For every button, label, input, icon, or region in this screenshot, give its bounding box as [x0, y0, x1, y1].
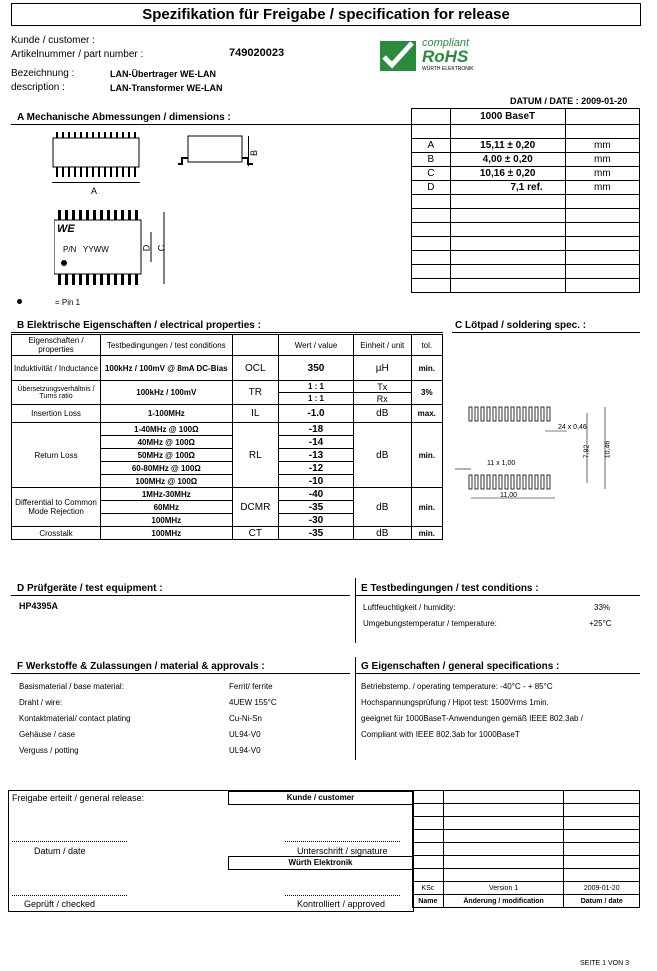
divider-g: [355, 673, 640, 674]
table-row: Crosstalk 100MHz CT -35 dB min.: [12, 527, 443, 540]
table-row: B 4,00 ± 0,20 mm: [412, 153, 640, 167]
table-row: 50MHz @ 100Ω -13: [12, 449, 443, 462]
date-label: DATUM / DATE : 2009-01-20: [510, 96, 628, 106]
spec-line: geeignet für 1000BaseT-Anwendungen gemäß IEEE 802.3ab /: [361, 714, 583, 723]
equipment-value: HP4395A: [19, 601, 59, 611]
table-row: Differential to Common Mode Rejection 1MHz-30MHz DCMR -40 dB min.: [12, 488, 443, 501]
pad-dim-1: 24 x 0,46: [558, 424, 587, 431]
customer-label: Kunde / customer :: [11, 35, 95, 46]
signature-label: Unterschrift / signature: [297, 846, 388, 856]
table-row: Übersetzungsverhältnis / Turns ratio 100kHz / 100mV TR 1 : 1 Tx 3%: [12, 381, 443, 393]
approved-label: Kontrolliert / approved: [297, 899, 386, 909]
table-row: 60-80MHz @ 100Ω -12: [12, 462, 443, 475]
table-row: D 7,1 ref. mm: [412, 181, 640, 195]
page-title: Spezifikation für Freigabe / specification for release: [142, 6, 510, 23]
release-label: Freigabe erteilt / general release:: [12, 793, 145, 803]
title-box: [11, 3, 641, 26]
package-front-view: [52, 132, 142, 178]
section-e-title: E Testbedingungen / test conditions :: [361, 583, 539, 594]
table-row: 40MHz @ 100Ω -14: [12, 436, 443, 449]
dimension-table: [411, 108, 640, 293]
divider-a: [11, 124, 411, 125]
material-value: 4UEW 155°C: [229, 698, 277, 707]
pad-dim-4: 11 x 1,00: [487, 460, 516, 467]
section-f-title: F Werkstoffe & Zulassungen / material & approvals :: [17, 661, 265, 672]
temperature-value: +25°C: [589, 619, 612, 628]
sig-line-4: [285, 895, 400, 896]
yyww-label: YYWW: [83, 245, 109, 254]
electrical-table: Eigenschaften / properties Testbedingungen / test conditions Wert / value Einheit / unit tol. Induktivität / Inductance 100kHz / 100mV @ 8mA DC-Bias OCL 350 µH min. Übersetzungsverhältnis / Turns ratio 100kHz / 100mV TR 1 : 1 Tx 3% 1 : 1 Rx Insertion Loss 1-100MHz IL -1.0 dB max. Return Loss 1-40MHz @ 100Ω RL -18 dB min. 40MHz @ 100Ω -14 50MHz @ 100Ω -13 60-80MHz @ 100Ω -12 100MHz @ 100Ω -10 Differential to Common Mode Rejection 1MHz-30MHz DCMR -40 dB min. 60MHz -35 100MHz -30 Crosstalk 100MHz CT -35 dB min.: [11, 334, 443, 540]
material-label: Kontaktmaterial/ contact plating: [19, 714, 131, 723]
material-value: Cu-Ni-Sn: [229, 714, 262, 723]
table-row: 100MHz @ 100Ω -10: [12, 475, 443, 488]
table-row: Return Loss 1-40MHz @ 100Ω RL -18 dB min.: [12, 423, 443, 436]
table-row: Name Änderung / modification Datum / date: [413, 895, 640, 908]
part-label: Artikelnummer / part number :: [11, 49, 144, 60]
section-b-title: B Elektrische Eigenschaften / electrical properties :: [17, 320, 261, 331]
dim-b-label: B: [249, 149, 260, 157]
page-number: SEITE 1 VON 3: [580, 960, 630, 967]
section-d-title: D Prüfgeräte / test equipment :: [17, 583, 163, 594]
dim-c-label: C: [156, 244, 167, 252]
rohs-compliant: compliant: [422, 37, 470, 49]
desc-label: description :: [11, 82, 65, 93]
divider-b: [11, 332, 443, 333]
sig-line-2: [285, 841, 400, 842]
table-row: A 15,11 ± 0,20 mm: [412, 139, 640, 153]
part-number: 749020023: [229, 47, 285, 59]
dim-a-line: [52, 182, 140, 183]
desc-value: LAN-Transformer WE-LAN: [110, 83, 223, 93]
section-g-title: G Eigenschaften / general specifications :: [361, 661, 560, 672]
material-value: Ferrit/ ferrite: [229, 682, 273, 691]
pin1-label: = Pin 1: [55, 298, 81, 307]
section-a-title: A Mechanische Abmessungen / dimensions :: [17, 112, 231, 123]
pad-dim-2: 7,92: [583, 444, 591, 459]
package-side-view: [178, 134, 253, 170]
revision-table: [412, 790, 640, 908]
sig-line-3: [12, 895, 127, 896]
material-label: Draht / wire:: [19, 698, 63, 707]
sig-line-1: [12, 841, 127, 842]
table-row: 60MHz -35: [12, 501, 443, 514]
material-value: UL94-V0: [229, 746, 261, 755]
divider-f: [11, 673, 350, 674]
vdivider-de: [355, 578, 356, 643]
spec-line: Hochspannungsprüfung / Hipot test: 1500Vrms 1min.: [361, 698, 549, 707]
spec-line: Compliant with IEEE 802.3ab for 1000BaseT: [361, 730, 520, 739]
rohs-brand: WÜRTH ELEKTRONIK: [422, 66, 474, 72]
pn-label: P/N: [63, 245, 77, 254]
table-row: Insertion Loss 1-100MHz IL -1.0 dB max.: [12, 405, 443, 423]
divider-d: [11, 595, 350, 596]
spec-line: Betriebstemp. / operating temperature: -40°C - + 85°C: [361, 682, 553, 691]
table-row: 100MHz -30: [12, 514, 443, 527]
bez-value: LAN-Übertrager WE-LAN: [110, 69, 217, 79]
pad-dim-3: 10,46: [604, 440, 612, 459]
temperature-label: Umgebungstemperatur / temperature:: [363, 619, 497, 628]
rohs-text: RoHS: [422, 47, 469, 66]
material-value: UL94-V0: [229, 730, 261, 739]
datum-label: Datum / date: [34, 846, 86, 856]
pad-dim-5: 11,00: [500, 492, 517, 499]
checkmark-icon: [378, 37, 418, 73]
table-row: C 10,16 ± 0,20 mm: [412, 167, 640, 181]
rohs-logo: [378, 37, 498, 73]
pin1-dot: [17, 299, 22, 304]
customer-box: Kunde / customer: [228, 791, 413, 805]
col-header-1000baset: 1000 BaseT: [450, 109, 565, 125]
divider-e: [355, 595, 640, 596]
checked-label: Geprüft / checked: [24, 899, 96, 909]
we-logo: WE: [57, 223, 75, 235]
humidity-label: Luftfeuchtigkeit / humidity:: [363, 603, 456, 612]
table-row: KSc Version 1 2009-01-20: [413, 882, 640, 895]
table-row: 1 : 1 Rx: [12, 393, 443, 405]
bez-label: Bezeichnung :: [11, 68, 75, 79]
section-c-title: C Lötpad / soldering spec. :: [455, 320, 587, 331]
material-label: Gehäuse / case: [19, 730, 76, 739]
dim-a-label: A: [91, 186, 98, 196]
divider-c: [452, 332, 640, 333]
material-label: Basismaterial / base material:: [19, 682, 124, 691]
table-row: Induktivität / Inductance 100kHz / 100mV @ 8mA DC-Bias OCL 350 µH min.: [12, 356, 443, 381]
material-label: Verguss / potting: [19, 746, 79, 755]
humidity-value: 33%: [594, 603, 611, 612]
wurth-box: Würth Elektronik: [228, 856, 413, 870]
dim-d-label: D: [141, 244, 152, 252]
